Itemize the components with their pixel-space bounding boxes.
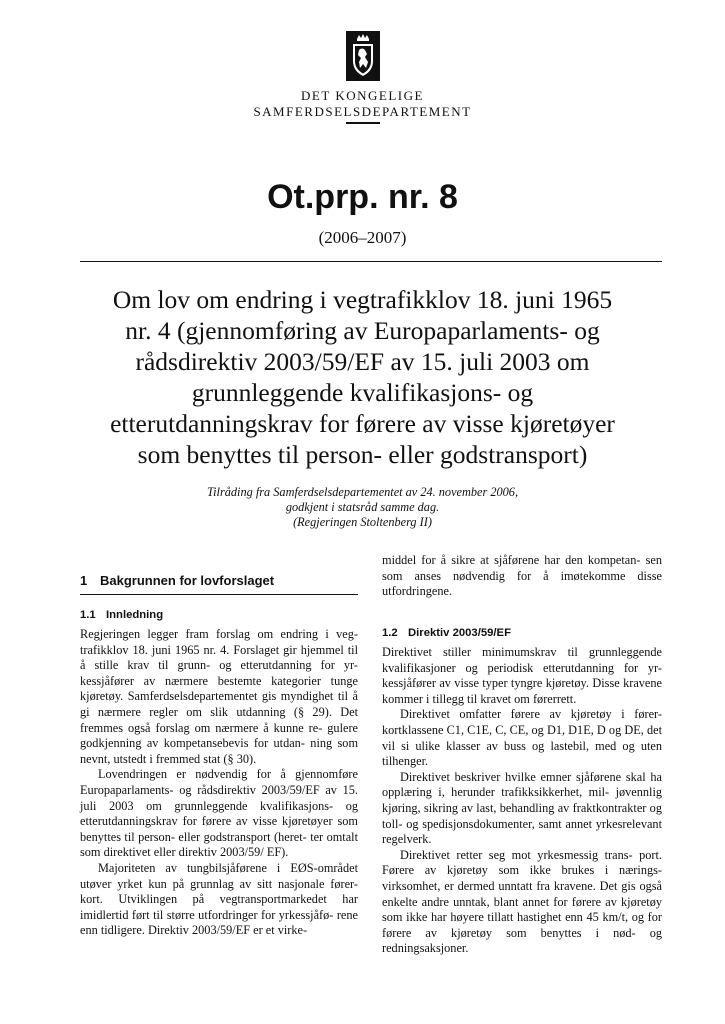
document-number: Ot.prp. nr. 8 (267, 178, 458, 216)
text-line: som benyttes til person- eller godstransport (heret- (80, 814, 358, 844)
text-line: nød- og redningsaksjoner. (382, 925, 662, 956)
department-name-line2: SAMFERDSELSDEPARTEMENT (253, 104, 472, 119)
right-column-intro (382, 553, 662, 600)
text-line: Det fremmes også forslag om nærmere å kunne re- (80, 704, 358, 735)
government-line: (Regjeringen Stoltenberg II) (293, 515, 432, 529)
text-line: Direktivet beskriver hvilke emner sjåførene (400, 769, 622, 784)
text-line: etterutdanningskrav for førere av visse kjøretøyer (80, 814, 333, 829)
text-line: Lovendringen er nødvendig for å gjennomføre (98, 767, 358, 782)
subsection-number: 1.1 (80, 609, 96, 621)
title-line: Om lov om endring i vegtrafikklov 18. juni 1965 (112, 285, 613, 314)
text-line: Direktivet omfatter førere av kjøretøy i fører- (400, 707, 662, 722)
text-line: virksomhet, er dermed unntatt fra kravene. Det gis (382, 878, 636, 893)
text-line: ning som nevnt, utstedt i fremmed stat (§ 30). (80, 736, 359, 766)
title-line: grunnleggende kvalifikasjons- og (191, 378, 534, 407)
coat-of-arms-icon (346, 31, 380, 81)
text-line: kessjåfører av visse typer tyngre kjøretøy. Disse (382, 676, 620, 691)
title-line: etterutdanningskrav for førere av visse kjøretøyer (110, 409, 615, 438)
text-line: Regjeringen legger fram forslag om endring i veg- (80, 627, 358, 641)
department-name-line1: DET KONGELIGE (301, 88, 424, 103)
text-line: imidlertid ført til større utfordringer for yrkessjåfø- (80, 907, 334, 922)
title-line: som benyttes til person- eller godstransport) (137, 440, 588, 469)
text-line: til å stille krav til grunn- og etterutdanning for yr- (80, 642, 358, 673)
header-bar (346, 122, 380, 124)
text-line: Direktivet retter seg mot yrkesmessig trans- (400, 847, 633, 862)
text-line: samt annet yrkesrelevant regelverk. (382, 816, 662, 847)
text-line: port. Førere av kjøretøy som ikke brukes i nærings- (382, 847, 662, 878)
text-line: kortklassene C1, C1E, C, CE, og D1, D1E, D og (382, 722, 622, 737)
text-line: jøvennlig kjøring, sikring av last, behandling av (382, 785, 663, 815)
recommendation-line: Tilråding fra Samferdselsdepartementet av 24. november 2006, (206, 485, 519, 499)
text-line: rene enn tidligere. Direktiv 2003/59/EF er et virke- (80, 907, 358, 938)
subsection-title: Direktiv 2003/59/EF (408, 627, 511, 639)
text-line: til å gi nærmere regler om slik utdanning (§ 29). (80, 689, 358, 719)
text-line: kvalifikasjoner og periodisk etterutdanning for yr- (382, 660, 662, 675)
text-line: EF). (266, 845, 289, 860)
section-heading (80, 573, 360, 588)
text-line: trafikklov 18. juni 1965 nr. 4. Forslaget gir hjemmel (80, 642, 344, 657)
text-line: ter omtalt som direktivet eller direktiv 2003/59/ (80, 829, 358, 860)
session-years: (2006–2007) (318, 228, 407, 247)
document-title (40, 284, 685, 470)
subsection-heading (80, 609, 163, 621)
left-column-text (80, 627, 358, 939)
text-line: sen som anses nødvendig for å imøtekomme disse (382, 553, 662, 583)
text-line: Direktivet stiller minimumskrav til grunnleggende (382, 645, 662, 659)
text-line: Europaparlaments- og rådsdirektiv 2003/59/EF av (80, 782, 337, 797)
subsection-title: Innledning (106, 609, 164, 621)
text-line: 15. juli 2003 om grunnleggende kvalifikasjons- og (80, 782, 358, 813)
text-line: kort. Utviklingen på vegtransportmarkedet har (80, 892, 358, 907)
subsection-heading (382, 627, 511, 639)
text-line: skal ha opplæring i, herunder trafikksikkerhet, mil- (382, 769, 662, 800)
approval-line: godkjent i statsråd samme dag. (285, 500, 440, 514)
text-line: utøver yrket kun på grunnlag av sitt nasjonale fører- (80, 876, 358, 891)
text-line: middel for å sikre at sjåførene har den kompetan- (382, 553, 641, 567)
text-line: 45 km/t, og for førere av kjøretøy som benyttes i (382, 910, 663, 940)
section-title: Bakgrunnen for lovforslaget (100, 573, 275, 588)
title-line: nr. 4 (gjennomføring av Europaparlaments- og (125, 316, 600, 345)
section-divider (80, 594, 358, 595)
text-line: og uten tilhenger. (382, 738, 662, 769)
text-line: kravene kommer i tillegg til kravet om førerrett. (382, 676, 662, 706)
text-line: utfordringene. (382, 584, 452, 599)
text-line: Majoriteten av tungbilsjåførene i EØS-området (98, 860, 358, 875)
text-line: også enkelte andre unntak, blant annet for førere av (382, 878, 662, 909)
title-line: rådsdirektiv 2003/59/EF av 15. juli 2003 om (135, 347, 590, 376)
section-number: 1 (80, 573, 88, 588)
text-line: kessjåfører av nærmere bestemte kategorier tunge (80, 673, 358, 688)
right-column-text (382, 645, 662, 957)
text-line: gulere godkjenning av kompetansebevis for utdan- (80, 720, 359, 751)
text-line: fraktkontrakter og toll- og spedisjonsdokumenter, (382, 800, 662, 831)
text-line: kjøretøy som ikke har høyere tillatt hastighet enn (382, 894, 663, 925)
subsection-number: 1.2 (382, 627, 398, 639)
title-divider (80, 261, 662, 262)
text-line: kjøretøy. Samferdselsdepartementet gis myndighet (80, 689, 334, 704)
text-line: DE, det vil si ulike klasser av buss og lastebil, med (382, 722, 662, 753)
